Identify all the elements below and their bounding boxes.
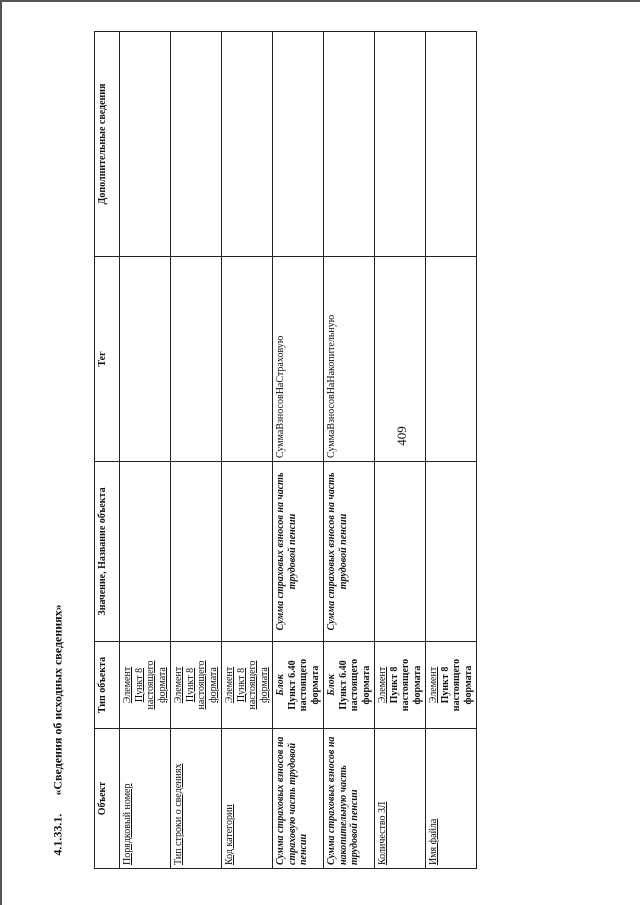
cell-extra bbox=[375, 32, 426, 257]
section-title: «Сведения об исходных сведениях» bbox=[50, 604, 65, 796]
cell-value bbox=[375, 462, 426, 642]
cell-tag: СуммаВзносовНаСтраховую bbox=[273, 257, 324, 462]
cell-type bbox=[324, 642, 375, 729]
cell-value bbox=[426, 462, 477, 642]
cell-object: Порядковый номер bbox=[120, 729, 171, 869]
cell-tag bbox=[426, 257, 477, 462]
cell-type bbox=[426, 642, 477, 729]
section-heading bbox=[51, 604, 66, 855]
cell-extra bbox=[222, 32, 273, 257]
table-row bbox=[171, 32, 222, 869]
table-row bbox=[426, 32, 477, 869]
section-number: 4.1.33.1. bbox=[50, 813, 65, 856]
page-border-top bbox=[0, 0, 640, 2]
table-row bbox=[273, 32, 324, 869]
table-row bbox=[120, 32, 171, 869]
type-kind: Элемент bbox=[428, 666, 439, 704]
cell-object: Имя файла bbox=[426, 729, 477, 869]
cell-object: Количество ЗЛ bbox=[375, 729, 426, 869]
type-ref: Пункт 8 настоящего формата bbox=[439, 658, 474, 712]
page-border-left bbox=[0, 0, 2, 905]
type-kind: Элемент bbox=[377, 666, 388, 704]
cell-tag: СуммаВзносовНаНакопительную bbox=[324, 257, 375, 462]
cell-extra bbox=[171, 32, 222, 257]
table-header-row bbox=[95, 32, 120, 869]
cell-object: Тип строки о сведениях bbox=[171, 729, 222, 869]
type-ref: Пункт 8 настоящего формата bbox=[235, 660, 270, 710]
cell-type bbox=[222, 642, 273, 729]
cell-tag bbox=[120, 257, 171, 462]
cell-type bbox=[273, 642, 324, 729]
cell-object: Сумма страховых взносов на накопительную часть трудовой пенсии bbox=[324, 729, 375, 869]
header-object: Объект bbox=[95, 729, 120, 869]
cell-type bbox=[171, 642, 222, 729]
cell-value bbox=[222, 462, 273, 642]
cell-object: Код категории bbox=[222, 729, 273, 869]
type-kind: Блок bbox=[326, 674, 337, 696]
cell-value: Сумма страховых взносов на часть трудовой пенсии bbox=[324, 462, 375, 642]
data-table bbox=[94, 31, 477, 869]
type-kind: Элемент bbox=[224, 666, 235, 704]
cell-extra bbox=[324, 32, 375, 257]
cell-value: Сумма страховых взносов на часть трудовой пенсии bbox=[273, 462, 324, 642]
type-kind: Блок bbox=[275, 674, 286, 696]
cell-tag bbox=[375, 257, 426, 462]
cell-extra bbox=[273, 32, 324, 257]
header-value: Значение, Название объекта bbox=[95, 462, 120, 642]
cell-object: Сумма страховых взносов на страховую часть трудовой пенсии bbox=[273, 729, 324, 869]
type-ref: Пункт 8 настоящего формата bbox=[184, 660, 219, 710]
header-type: Тип объекта bbox=[95, 642, 120, 729]
cell-tag bbox=[171, 257, 222, 462]
header-extra: Дополнительные сведения bbox=[95, 32, 120, 257]
header-tag: Тег bbox=[95, 257, 120, 462]
type-ref: Пункт 8 настоящего формата bbox=[388, 658, 423, 712]
cell-type bbox=[375, 642, 426, 729]
table-row bbox=[375, 32, 426, 869]
cell-extra bbox=[426, 32, 477, 257]
cell-type bbox=[120, 642, 171, 729]
type-kind: Элемент bbox=[173, 666, 184, 704]
type-ref: Пункт 8 настоящего формата bbox=[133, 660, 168, 710]
table-row bbox=[324, 32, 375, 869]
table-row bbox=[222, 32, 273, 869]
cell-extra bbox=[120, 32, 171, 257]
type-kind: Элемент bbox=[122, 666, 133, 704]
cell-value bbox=[120, 462, 171, 642]
type-ref: Пункт 6.40 настоящего формата bbox=[286, 658, 321, 712]
type-ref: Пункт 6.40 настоящего формата bbox=[337, 658, 372, 712]
cell-value bbox=[171, 462, 222, 642]
cell-tag bbox=[222, 257, 273, 462]
page-number: 409 bbox=[394, 426, 409, 446]
